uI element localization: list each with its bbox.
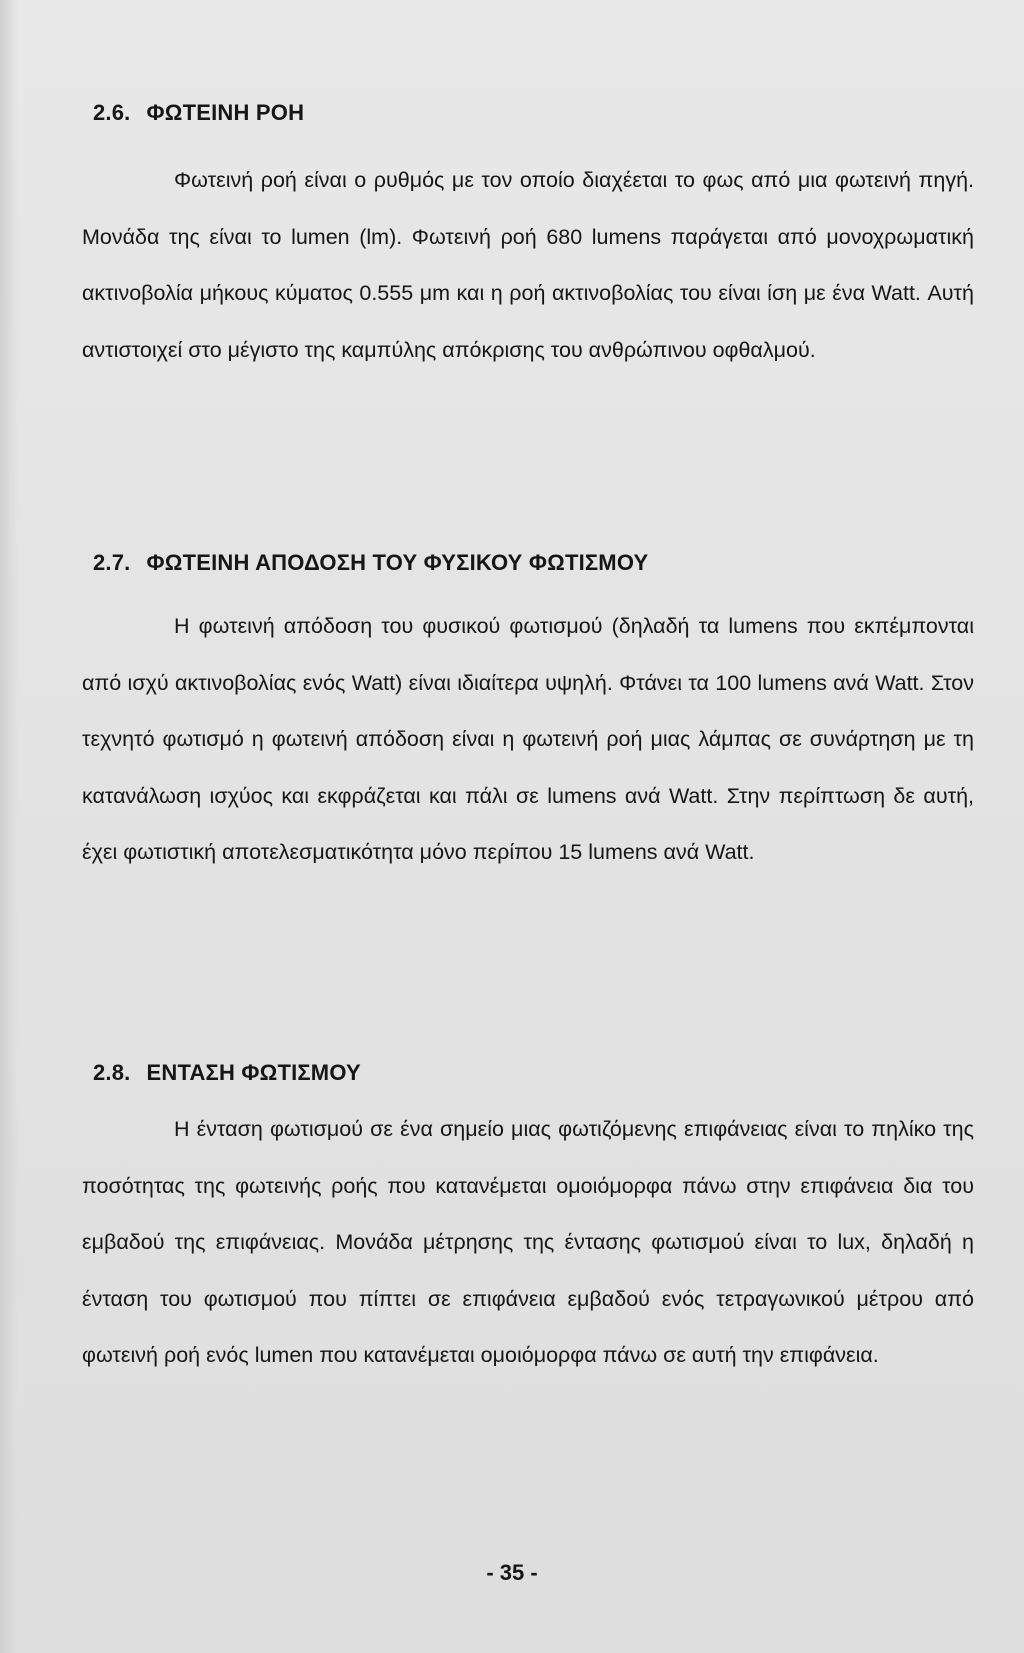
section-paragraph-2-7: Η φωτεινή απόδοση του φυσικού φωτισμού (δηλαδή τα lumens που εκπέμπονται από ισχύ ακτινοβολίας ενός Watt) είναι ιδιαίτερα υψηλή. Φτάνει τα 100 lumens ανά Watt. Στον τεχνητό φωτισμό η φωτεινή απόδοση είναι η φωτεινή ροή μιας λάμπας σε συνάρτηση με τη κατανάλωση ισχύος και εκφράζεται και πάλι σε lumens ανά Watt. Στην περίπτωση δε αυτή, έχει φωτιστική αποτελεσματικότητα μόνο περίπου 15 lumens ανά Watt. <box>82 614 974 864</box>
section-title: ΦΩΤΕΙΝΗ ΑΠΟΔΟΣΗ ΤΟΥ ΦΥΣΙΚΟΥ ΦΩΤΙΣΜΟΥ <box>146 550 649 575</box>
section-heading-2-6 <box>93 100 304 126</box>
section-heading-2-8 <box>93 1060 361 1086</box>
section-number: 2.7. <box>93 550 131 575</box>
page-number: - 35 - <box>486 1560 538 1585</box>
section-heading-2-7 <box>93 550 648 576</box>
section-title: ΦΩΤΕΙΝΗ ΡΟΗ <box>146 100 305 125</box>
section-number: 2.8. <box>93 1060 131 1085</box>
section-paragraph-2-8: Η ένταση φωτισμού σε ένα σημείο μιας φωτιζόμενης επιφάνειας είναι το πηλίκο της ποσότητας της φωτεινής ροής που κατανέμεται ομοιόμορφα πάνω στην επιφάνεια δια του εμβαδού της επιφάνειας. Μονάδα μέτρησης της έντασης φωτισμού είναι το lux, δηλαδή η ένταση του φωτισμού που πίπτει σε επιφάνεια εμβαδού ενός τετραγωνικού μέτρου από φωτεινή ροή ενός lumen που κατανέμεται ομοιόμορφα πάνω σε αυτή την επιφάνεια. <box>82 1117 974 1367</box>
section-title: ΕΝΤΑΣΗ ΦΩΤΙΣΜΟΥ <box>146 1060 361 1085</box>
section-paragraph-2-6: Φωτεινή ροή είναι ο ρυθμός με τον οποίο διαχέεται το φως από μια φωτεινή πηγή. Μονάδα της είναι το lumen (lm). Φωτεινή ροή 680 lumens παράγεται από μονοχρωματική ακτινοβολία μήκους κύματος 0.555 μm και η ροή ακτινοβολίας του είναι ίση με ένα Watt. Αυτή αντιστοιχεί στο μέγιστο της καμπύλης απόκρισης του ανθρώπινου οφθαλμού. <box>82 168 974 362</box>
section-number: 2.6. <box>93 100 131 125</box>
